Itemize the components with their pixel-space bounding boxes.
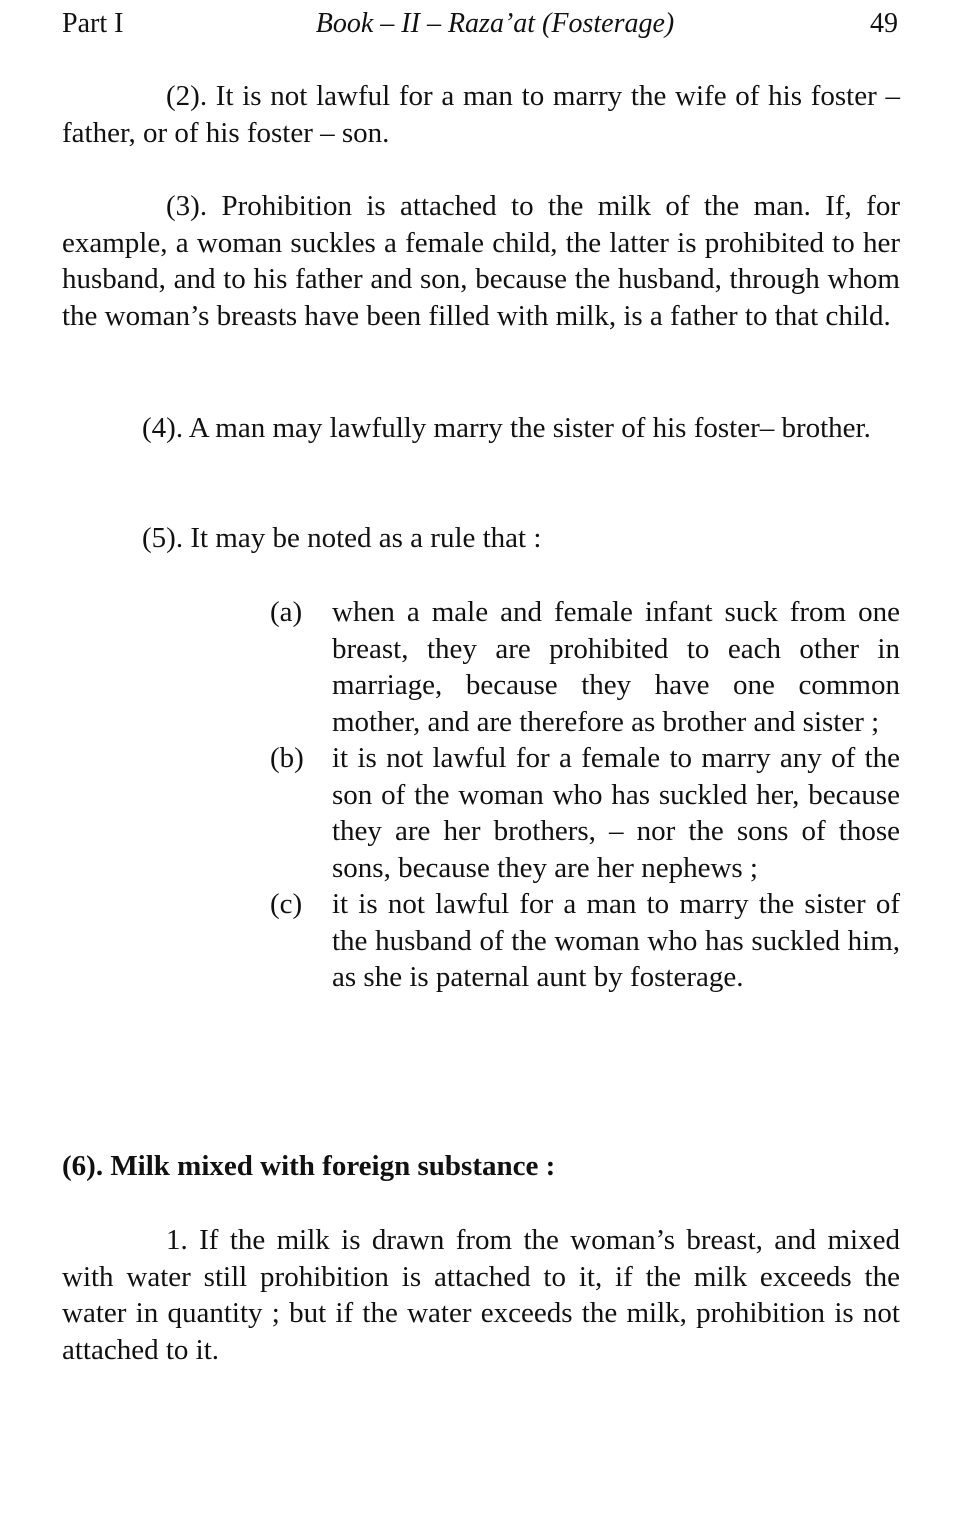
header-title: Book – II – Raza’at (Fosterage)	[315, 8, 675, 39]
paragraph-5: (5). It may be noted as a rule that :	[142, 522, 542, 554]
paragraph-3: (3). Prohibition is attached to the milk of the man. If, for example, a woman suckles a female child, the latter is prohibited to her husband, and to his father and son, because the husband, through whom the woman’s breasts have been filled with milk, is a father to that child.	[62, 190, 900, 332]
list-marker: (a)	[270, 596, 303, 628]
page-number: 49	[870, 8, 898, 39]
list-item-text: when a male and female infant suck from one breast, they are prohibited to each other in marriage, because they have one common mother, and are therefore as brother and sister ;	[332, 596, 900, 738]
paragraph-2: (2). It is not lawful for a man to marry the wife of his foster – father, or of his foster – son.	[62, 80, 900, 149]
list-item-text: it is not lawful for a man to marry the sister of the husband of the woman who has suckled him, as she is paternal aunt by fosterage.	[332, 888, 900, 993]
list-item	[270, 594, 900, 740]
list-marker: (b)	[270, 742, 304, 774]
header-part: Part I	[62, 8, 124, 39]
rule-list	[270, 594, 900, 996]
list-item	[270, 886, 900, 996]
paragraph-4: (4). A man may lawfully marry the sister of his foster– brother.	[142, 412, 871, 444]
section-heading: (6). Milk mixed with foreign substance :	[62, 1150, 556, 1182]
list-item-text: it is not lawful for a female to marry any of the son of the woman who has suckled her, because they are her brothers, – nor the sons of those sons, because they are her nephews ;	[332, 742, 900, 884]
list-marker: (c)	[270, 888, 303, 920]
section-6-point-1: 1. If the milk is drawn from the woman’s breast, and mixed with water still prohibition is attached to it, if the milk exceeds the water in quantity ; but if the water exceeds the milk, prohibition is not attached to it.	[62, 1224, 900, 1366]
list-item	[270, 740, 900, 886]
page-header	[62, 6, 898, 42]
